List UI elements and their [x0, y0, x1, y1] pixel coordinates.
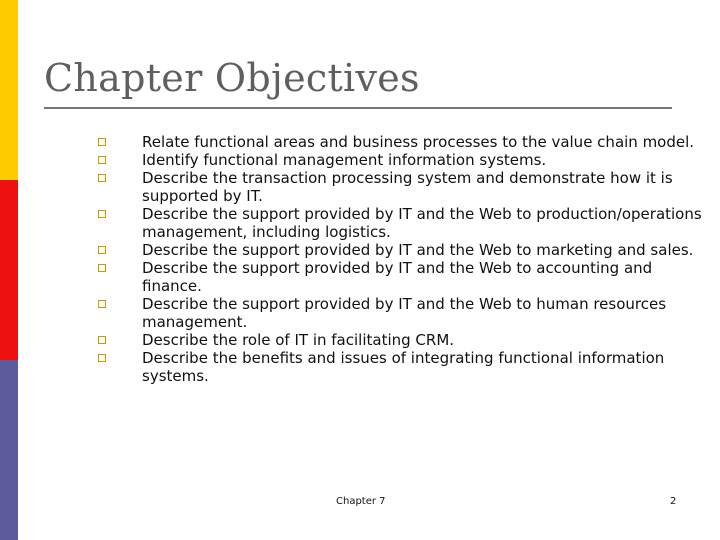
hollow-square-bullet-icon — [98, 138, 106, 146]
objective-item — [98, 295, 713, 331]
hollow-square-bullet-icon — [98, 210, 106, 218]
objective-text: Describe the support provided by IT and the Web to accounting and finance. — [142, 259, 653, 295]
objective-text: Describe the benefits and issues of integrating functional information systems. — [142, 349, 665, 385]
hollow-square-bullet-icon — [98, 246, 106, 254]
objective-item — [98, 205, 713, 241]
slide-title: Chapter Objectives — [44, 56, 420, 100]
title-underline — [44, 107, 672, 109]
side-bar-purple-segment — [0, 360, 18, 540]
objective-text: Describe the transaction processing system and demonstrate how it is supported by IT. — [142, 169, 673, 205]
side-color-bar — [0, 0, 18, 540]
objective-item — [98, 241, 713, 259]
objective-item — [98, 349, 713, 385]
objective-text: Describe the support provided by IT and the Web to human resources management. — [142, 295, 667, 331]
side-bar-yellow-segment — [0, 0, 18, 180]
hollow-square-bullet-icon — [98, 336, 106, 344]
objective-item — [98, 133, 713, 151]
hollow-square-bullet-icon — [98, 264, 106, 272]
objective-item — [98, 331, 713, 349]
objective-text: Describe the role of IT in facilitating CRM. — [142, 331, 455, 349]
objective-text: Identify functional management information systems. — [142, 151, 547, 169]
hollow-square-bullet-icon — [98, 174, 106, 182]
side-bar-red-segment — [0, 180, 18, 360]
objective-text: Describe the support provided by IT and the Web to marketing and sales. — [142, 241, 694, 259]
hollow-square-bullet-icon — [98, 354, 106, 362]
objectives-list — [98, 133, 713, 385]
hollow-square-bullet-icon — [98, 300, 106, 308]
objective-item — [98, 151, 713, 169]
objective-item — [98, 169, 713, 205]
objective-item — [98, 259, 713, 295]
footer-chapter-label: Chapter 7 — [336, 496, 386, 507]
objective-text: Describe the support provided by IT and the Web to production/operations management, including logistics. — [142, 205, 702, 241]
footer-page-number: 2 — [670, 496, 677, 507]
objective-text: Relate functional areas and business processes to the value chain model. — [142, 133, 695, 151]
hollow-square-bullet-icon — [98, 156, 106, 164]
